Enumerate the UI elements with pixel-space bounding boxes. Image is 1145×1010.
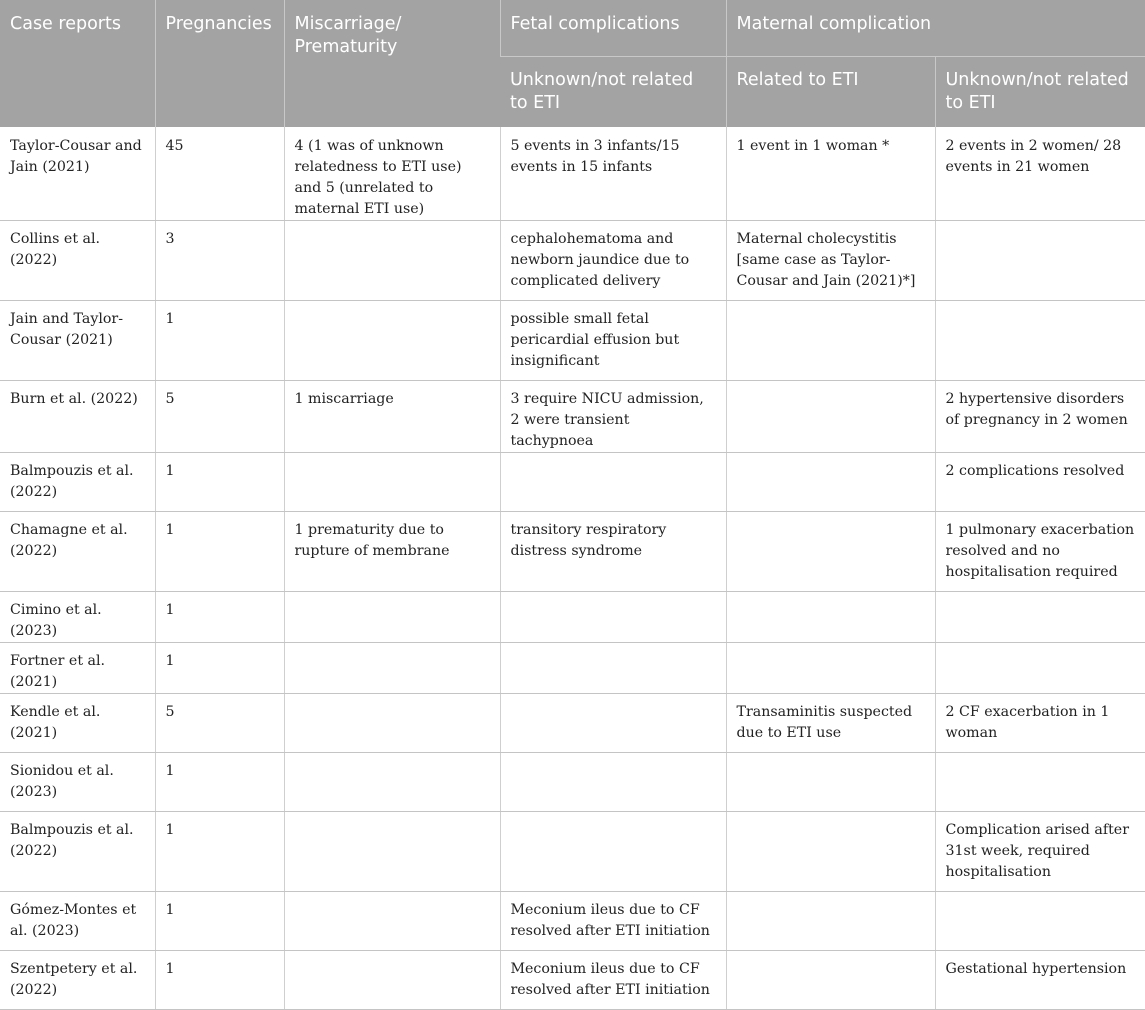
cell-case: Chamagne et al. (2022) [0, 512, 155, 592]
cell-case: Cimino et al. (2023) [0, 592, 155, 643]
cell-fetal [500, 592, 726, 643]
cell-maternal-related [726, 592, 935, 643]
table-row [0, 221, 1145, 301]
cell-maternal-related [726, 753, 935, 812]
cell-fetal [500, 812, 726, 892]
cell-pregnancies: 3 [155, 221, 284, 301]
header-maternal-unknown: Unknown/not related to ETI [935, 57, 1145, 128]
cell-case: Sionidou et al. (2023) [0, 753, 155, 812]
cell-miscarriage [284, 951, 500, 1010]
cell-miscarriage [284, 643, 500, 694]
cell-case: Gómez-Montes et al. (2023) [0, 892, 155, 951]
cell-fetal: Meconium ileus due to CF resolved after ETI initiation [500, 892, 726, 951]
cell-pregnancies: 1 [155, 951, 284, 1010]
cell-fetal: possible small fetal pericardial effusion but insignificant [500, 301, 726, 381]
cell-fetal: transitory respiratory distress syndrome [500, 512, 726, 592]
cell-maternal-related: 1 event in 1 woman * [726, 127, 935, 221]
cell-maternal-related [726, 951, 935, 1010]
cell-case: Balmpouzis et al. (2022) [0, 812, 155, 892]
cell-case: Burn et al. (2022) [0, 381, 155, 453]
cell-fetal: Meconium ileus due to CF resolved after ETI initiation [500, 951, 726, 1010]
cell-fetal [500, 694, 726, 753]
cell-miscarriage: 4 (1 was of unknown relatedness to ETI use) and 5 (unrelated to maternal ETI use) [284, 127, 500, 221]
cell-fetal: cephalohematoma and newborn jaundice due to complicated delivery [500, 221, 726, 301]
cell-case: Collins et al. (2022) [0, 221, 155, 301]
cell-fetal: 3 require NICU admission, 2 were transient tachypnoea [500, 381, 726, 453]
table-body [0, 127, 1145, 1010]
cell-maternal-related [726, 453, 935, 512]
cell-miscarriage [284, 812, 500, 892]
table-row [0, 643, 1145, 694]
header-case-reports: Case reports [0, 0, 155, 127]
table-row [0, 892, 1145, 951]
header-miscarriage-prematurity: Miscarriage/ Prematurity [284, 0, 500, 127]
cell-maternal-related [726, 381, 935, 453]
cell-miscarriage: 1 prematurity due to rupture of membrane [284, 512, 500, 592]
header-fetal-complications: Fetal complications [500, 0, 726, 57]
cell-maternal-unknown [935, 753, 1145, 812]
table-row [0, 127, 1145, 221]
cell-maternal-unknown: 2 events in 2 women/ 28 events in 21 women [935, 127, 1145, 221]
table-row [0, 301, 1145, 381]
cell-pregnancies: 1 [155, 753, 284, 812]
cell-pregnancies: 1 [155, 301, 284, 381]
cell-miscarriage [284, 592, 500, 643]
cell-maternal-related: Maternal cholecystitis [same case as Taylor-Cousar and Jain (2021)*] [726, 221, 935, 301]
table-row [0, 512, 1145, 592]
cell-maternal-unknown: Complication arised after 31st week, required hospitalisation [935, 812, 1145, 892]
cell-pregnancies: 1 [155, 812, 284, 892]
cell-maternal-related [726, 643, 935, 694]
cell-maternal-unknown: 1 pulmonary exacerbation resolved and no hospitalisation required [935, 512, 1145, 592]
table-row [0, 592, 1145, 643]
cell-maternal-related [726, 512, 935, 592]
table-row [0, 753, 1145, 812]
cell-pregnancies: 5 [155, 694, 284, 753]
cell-pregnancies: 45 [155, 127, 284, 221]
cell-maternal-unknown [935, 643, 1145, 694]
header-pregnancies: Pregnancies [155, 0, 284, 127]
cell-maternal-related: Transaminitis suspected due to ETI use [726, 694, 935, 753]
header-fetal-unknown: Unknown/not related to ETI [500, 57, 726, 128]
header-maternal-related: Related to ETI [726, 57, 935, 128]
header-maternal-complication: Maternal complication [726, 0, 1145, 57]
cell-maternal-unknown [935, 592, 1145, 643]
cell-miscarriage [284, 753, 500, 812]
cell-pregnancies: 1 [155, 892, 284, 951]
cell-pregnancies: 1 [155, 592, 284, 643]
cell-maternal-related [726, 812, 935, 892]
cell-maternal-unknown [935, 892, 1145, 951]
cell-miscarriage [284, 453, 500, 512]
table-row [0, 694, 1145, 753]
cell-miscarriage [284, 892, 500, 951]
cell-fetal [500, 643, 726, 694]
table-row [0, 453, 1145, 512]
cell-case: Szentpetery et al. (2022) [0, 951, 155, 1010]
table-header [0, 0, 1145, 127]
cell-miscarriage [284, 301, 500, 381]
cell-pregnancies: 1 [155, 643, 284, 694]
cell-case: Balmpouzis et al. (2022) [0, 453, 155, 512]
cell-case: Taylor-Cousar and Jain (2021) [0, 127, 155, 221]
cell-maternal-unknown [935, 301, 1145, 381]
cell-maternal-unknown [935, 221, 1145, 301]
cell-case: Jain and Taylor-Cousar (2021) [0, 301, 155, 381]
cell-fetal: 5 events in 3 infants/15 events in 15 infants [500, 127, 726, 221]
cell-miscarriage: 1 miscarriage [284, 381, 500, 453]
cell-maternal-unknown: 2 hypertensive disorders of pregnancy in 2 women [935, 381, 1145, 453]
table-row [0, 812, 1145, 892]
cell-pregnancies: 5 [155, 381, 284, 453]
cell-maternal-unknown: 2 complications resolved [935, 453, 1145, 512]
table-row [0, 951, 1145, 1010]
cell-maternal-related [726, 301, 935, 381]
cell-fetal [500, 753, 726, 812]
header-row-top [0, 0, 1145, 57]
cell-miscarriage [284, 221, 500, 301]
cell-miscarriage [284, 694, 500, 753]
cell-case: Fortner et al. (2021) [0, 643, 155, 694]
cell-maternal-related [726, 892, 935, 951]
cell-pregnancies: 1 [155, 453, 284, 512]
cell-maternal-unknown: 2 CF exacerbation in 1 woman [935, 694, 1145, 753]
cell-case: Kendle et al. (2021) [0, 694, 155, 753]
cell-pregnancies: 1 [155, 512, 284, 592]
cell-maternal-unknown: Gestational hypertension [935, 951, 1145, 1010]
cell-fetal [500, 453, 726, 512]
table-row [0, 381, 1145, 453]
